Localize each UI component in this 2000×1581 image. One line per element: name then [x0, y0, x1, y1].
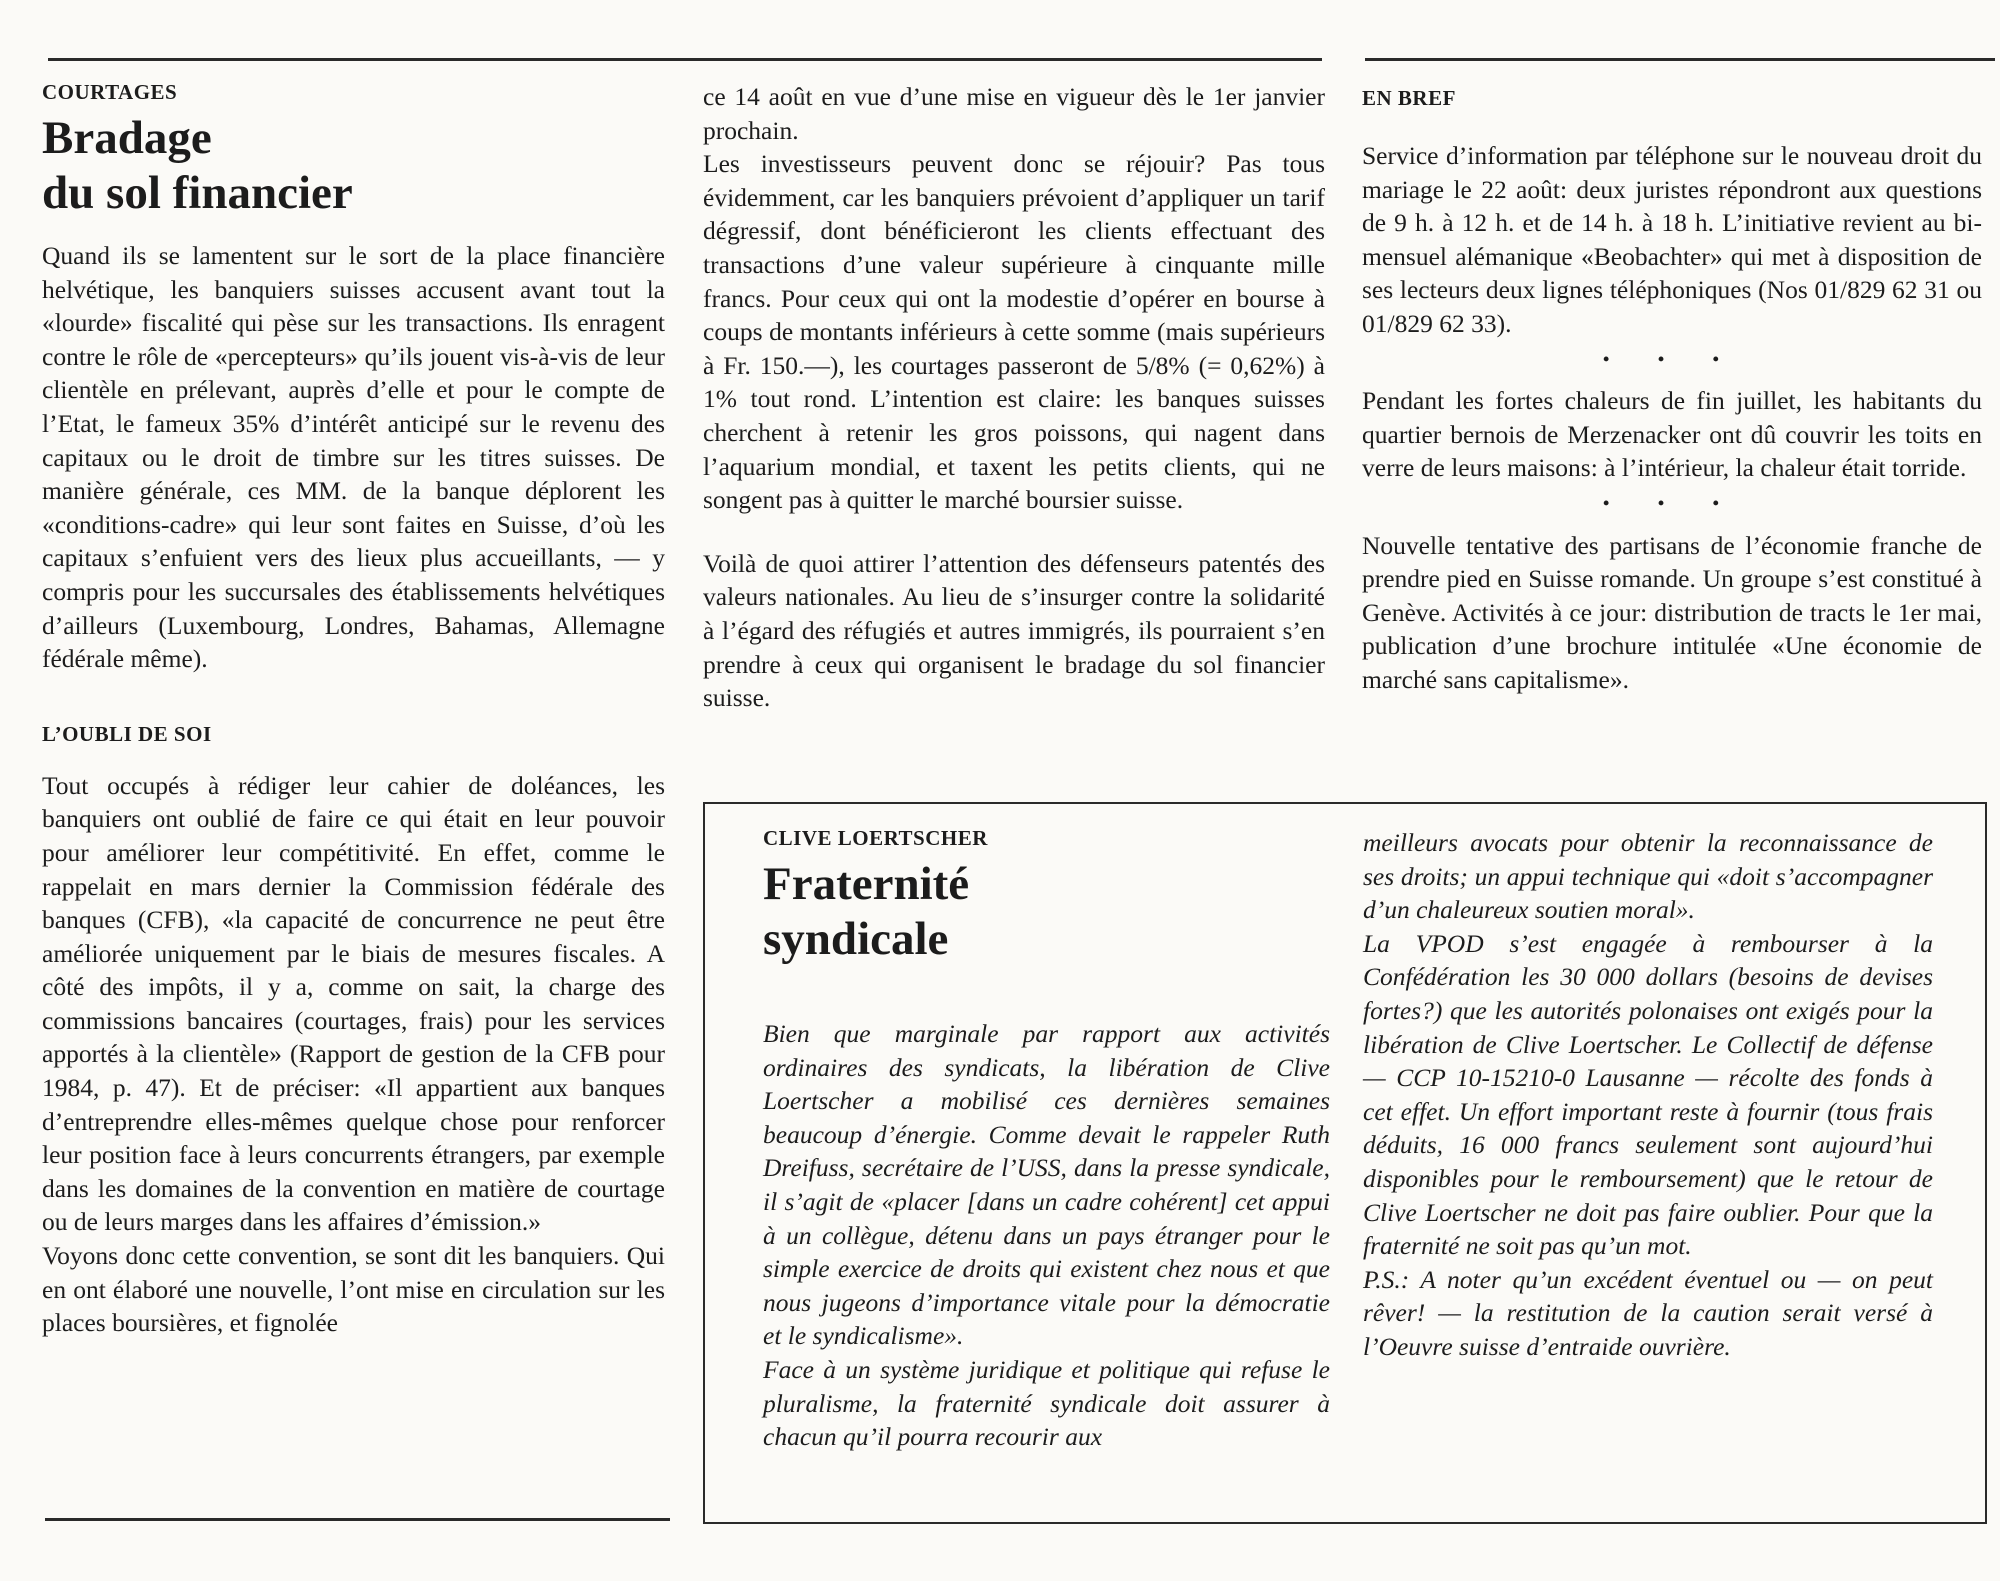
separator-stars: • • •	[1603, 492, 1741, 513]
article-body	[42, 239, 665, 676]
column-en-bref	[1362, 86, 1982, 697]
box-right-column	[1363, 826, 1933, 1364]
en-bref-kicker: EN BREF	[1362, 86, 1456, 110]
continuation-body	[703, 80, 1325, 715]
section-kicker: COURTAGES	[42, 80, 178, 104]
article-headline: Bradage du sol financier	[42, 112, 353, 219]
box-body-left	[763, 1017, 1330, 1454]
box-headline: Fraternité syndicale	[763, 858, 970, 965]
bottom-rule-left	[45, 1518, 670, 1521]
brief-item: Nouvelle tentative des partisans de l’économie franche de prendre pied en Suisse romande. Un groupe s’est constitué à Genève. Activités à ce jour: distribution de tracts le 1er mai, publication d’une brochure intitulée «Une économie de marché sans capitalisme».	[1362, 530, 1982, 694]
paragraph: P.S.: A noter qu’un excédent éventuel ou — on peut rêver! — la restitution de la caution serait versé à l’Oeuvre suisse d’entraide ouvrière.	[1363, 1264, 1933, 1361]
column-courtages	[42, 80, 665, 1340]
paragraph: Voilà de quoi attirer l’attention des défenseurs patentés des valeurs nationales. Au lieu de s’insurger contre la solidarité à l’égard des réfugiés et autres immigrés, ils pourraient s’en prendre à ceux qui organisent le bradage du sol financier suisse.	[703, 548, 1325, 713]
separator-stars: • • •	[1603, 348, 1741, 369]
paragraph: La VPOD s’est engagée à rembourser à la Confédération les 30 000 dollars (besoins de devises fortes?) que les autorités polonaises ont exigés pour la libération de Clive Loertscher. Le Collectif de défense — CCP 10-15210-0 Lausanne — récolte des fonds à cet effet. Un effort important reste à fournir (tous frais déduits, 16 000 francs seulement sont aujourd’hui disponibles pour le remboursement) que le retour de Clive Loertscher ne doit pas faire oublier. Pour que la fraternité ne soit pas qu’un mot.	[1363, 928, 1933, 1261]
boxed-article	[703, 802, 1987, 1524]
paragraph: Tout occupés à rédiger leur cahier de doléances, les banquiers ont oublié de faire ce qui était en leur pouvoir pour améliorer leur compétitivité. En effet, comme le rappelait en mars dernier la Commission fédérale des banques (CFB), «la capacité de concurrence ne peut être améliorée uniquement par le biais de mesures fiscales. A côté des impôts, il y a, comme on sait, la charge des commissions bancaires (courtages, frais) pour les services apportés à la clientèle» (Rapport de gestion de la CFB pour 1984, p. 47). Et de préciser: «Il appartient aux banques d’entreprendre elles-mêmes quelque chose pour renforcer leur position face à leurs concurrents étrangers, par exemple dans les domaines de la convention en matière de courtage ou de leurs marges dans les affaires d’émission.»	[42, 770, 665, 1237]
en-bref-body	[1362, 139, 1982, 697]
subsection-kicker: L’OUBLI DE SOI	[42, 721, 212, 746]
paragraph: Voyons donc cette convention, se sont dit les banquiers. Qui en ont élaboré une nouvelle, l’ont mise en circulation sur les places boursières, et fignolée	[42, 1241, 665, 1338]
brief-item: Service d’information par téléphone sur le nouveau droit du mariage le 22 août: deux juristes répondront aux questions de 9 h. à 12 h. et de 14 h. à 18 h. L’initiative revient au bi-mensuel alémanique «Beobachter» qui met à disposition de ses lecteurs deux lignes téléphoniques (Nos 01/829 62 31 ou 01/829 62 33).	[1362, 141, 1982, 338]
box-left-column	[763, 826, 1330, 1454]
paragraph: Face à un système juridique et politique qui refuse le pluralisme, la fraternité syndicale doit assurer à chacun qu’il pourra recourir aux	[763, 1354, 1330, 1452]
paragraph: meilleurs avocats pour obtenir la reconnaissance de ses droits; un appui technique qui «doit s’accompagner d’un chaleureux soutien moral».	[1363, 828, 1933, 925]
top-rule-right	[1365, 58, 1995, 61]
column-continuation	[703, 80, 1325, 715]
box-body-right	[1363, 826, 1933, 1364]
top-rule-left	[48, 58, 1322, 61]
brief-item: Pendant les fortes chaleurs de fin juillet, les habitants du quartier bernois de Merzenacker ont dû couvrir les toits en verre de leurs maisons: à l’intérieur, la chaleur était torride.	[1362, 386, 1982, 483]
paragraph: ce 14 août en vue d’une mise en vigueur dès le 1er janvier prochain.	[703, 82, 1325, 145]
box-kicker: CLIVE LOERTSCHER	[763, 826, 988, 850]
paragraph: Les investisseurs peuvent donc se réjouir? Pas tous évidemment, car les banquiers prévoient d’appliquer un tarif dégressif, dont bénéficieront les clients effectuant des transactions d’une valeur supérieure à cinquante mille francs. Pour ceux qui ont la modestie d’opérer en bourse à coups de montants inférieurs à cette somme (mais supérieurs à Fr. 150.—), les courtages passeront de 5/8% (= 0,62%) à 1% tout rond. L’intention est claire: les banques suisses cherchent à retenir les gros poissons, qui nagent dans l’aquarium mondial, et taxent les petits clients, qui ne songent pas à quitter le marché boursier suisse.	[703, 149, 1325, 515]
paragraph: Quand ils se lamentent sur le sort de la place financière helvétique, les banquiers suisses accusent avant tout la «lourde» fiscalité qui pèse sur les transactions. Ils enragent contre le rôle de «percepteurs» qu’ils jouent vis-à-vis de leur clientèle en prélevant, auprès d’elle et pour le compte de l’Etat, le fameux 35% d’intérêt anticipé sur le revenu des capitaux ou le droit de timbre sur les titres suisses. De manière générale, ces MM. de la banque déplorent les «conditions-cadre» qui leur sont faites en Suisse, d’où les capitaux s’enfuient vers des lieux plus accueillants, — y compris pour les succursales des établissements helvétiques d’ailleurs (Luxembourg, Londres, Bahamas, Allemagne fédérale même).	[42, 241, 665, 674]
paragraph: Bien que marginale par rapport aux activités ordinaires des syndicats, la libération de Clive Loertscher a mobilisé ces dernières semaines beaucoup d’énergie. Comme devait le rappeler Ruth Dreifuss, secrétaire de l’USS, dans la presse syndicale, il s’agit de «placer [dans un cadre cohérent] cet appui à un collègue, détenu dans un pays étranger pour le simple exercice de droits qui existent chez nous et que nous jugeons d’importance vitale pour la démocratie et le syndicalisme».	[763, 1019, 1330, 1351]
subsection-body	[42, 769, 665, 1340]
